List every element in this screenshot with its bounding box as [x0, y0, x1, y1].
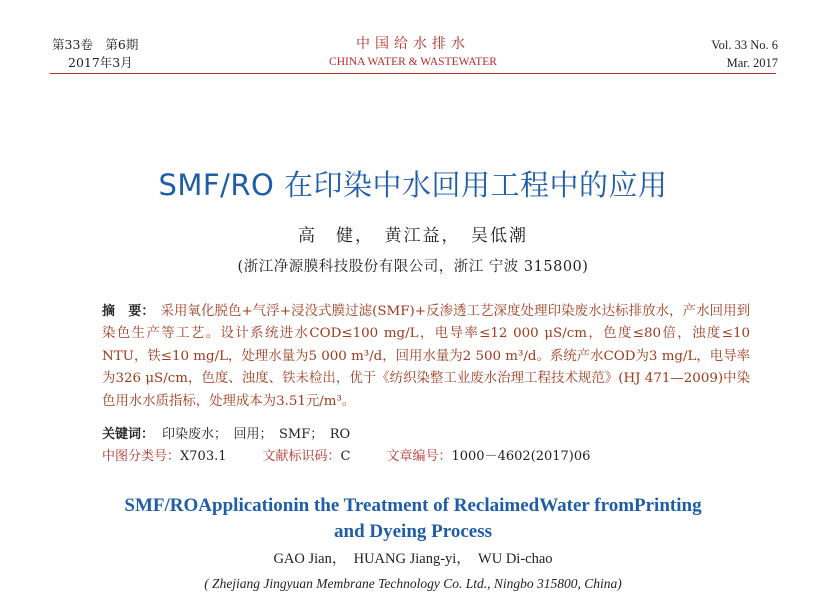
date-en: Mar. 2017	[726, 56, 778, 70]
volume-en: Vol. 33 No. 6	[711, 38, 778, 52]
header-rule	[50, 73, 776, 74]
article-number-value: 1000－4602(2017)06	[451, 449, 591, 464]
doc-code-label: 文献标识码：	[262, 449, 341, 464]
english-affiliation: ( Zhejiang Jingyuan Membrane Technology Co. Ltd., Ningbo 315800, China)	[204, 576, 622, 591]
abstract-text: 采用氧化脱色+气浮+浸没式膜过滤(SMF)+反渗透工艺深度处理印染废水达标排放水，产水回用到染色生产等工艺。设计系统进水COD≤100 mg/L，电导率≤12 000 μS/cm，色度≤80倍，浊度≤10 NTU，铁≤10 mg/L，处理水量为5 000 m³/d，回用水量为2 500 m³/d。系统产水COD为3 mg/L，电导率为326 μS/cm，色度、浊度、铁未检出，优于《纺织染整工业废水治理工程技术规范》(HJ 471—2009)中染色用水水质指标，处理成本为3.51元/m³。	[102, 304, 750, 409]
journal-name-cn: 中国给水排水	[356, 36, 470, 52]
english-authors: GAO Jian， HUANG Jiang-yi， WU Di-chao	[273, 551, 553, 567]
abstract	[102, 301, 750, 413]
issue-number: 第33卷 第6期	[52, 37, 139, 52]
clc-value: X703.1	[180, 449, 227, 464]
author-list: 高 健， 黄江益， 吴低潮	[298, 226, 528, 246]
doc-code-value: C	[340, 449, 351, 464]
english-title-line2: and Dyeing Process	[334, 521, 492, 542]
affiliation: (浙江净源膜科技股份有限公司，浙江 宁波 315800)	[237, 259, 589, 275]
keywords	[102, 424, 750, 446]
keywords-label: 关键词：	[102, 427, 155, 442]
issue-date: 2017年3月	[68, 55, 133, 70]
classification-line	[102, 446, 750, 468]
clc-label: 中图分类号：	[102, 449, 181, 464]
journal-name-en: CHINA WATER & WASTEWATER	[329, 56, 497, 68]
paper-title: SMF/RO 在印染中水回用工程中的应用	[158, 168, 668, 202]
english-title	[0, 493, 826, 545]
header-right	[711, 36, 778, 72]
article-number-label: 文章编号：	[386, 449, 452, 464]
english-title-line1: SMF/ROApplicationin the Treatment of ReclaimedWater fromPrinting	[124, 495, 702, 516]
keywords-text: 印染废水； 回用； SMF； RO	[162, 427, 351, 442]
header-center	[0, 35, 826, 71]
abstract-label: 摘 要：	[102, 304, 155, 319]
